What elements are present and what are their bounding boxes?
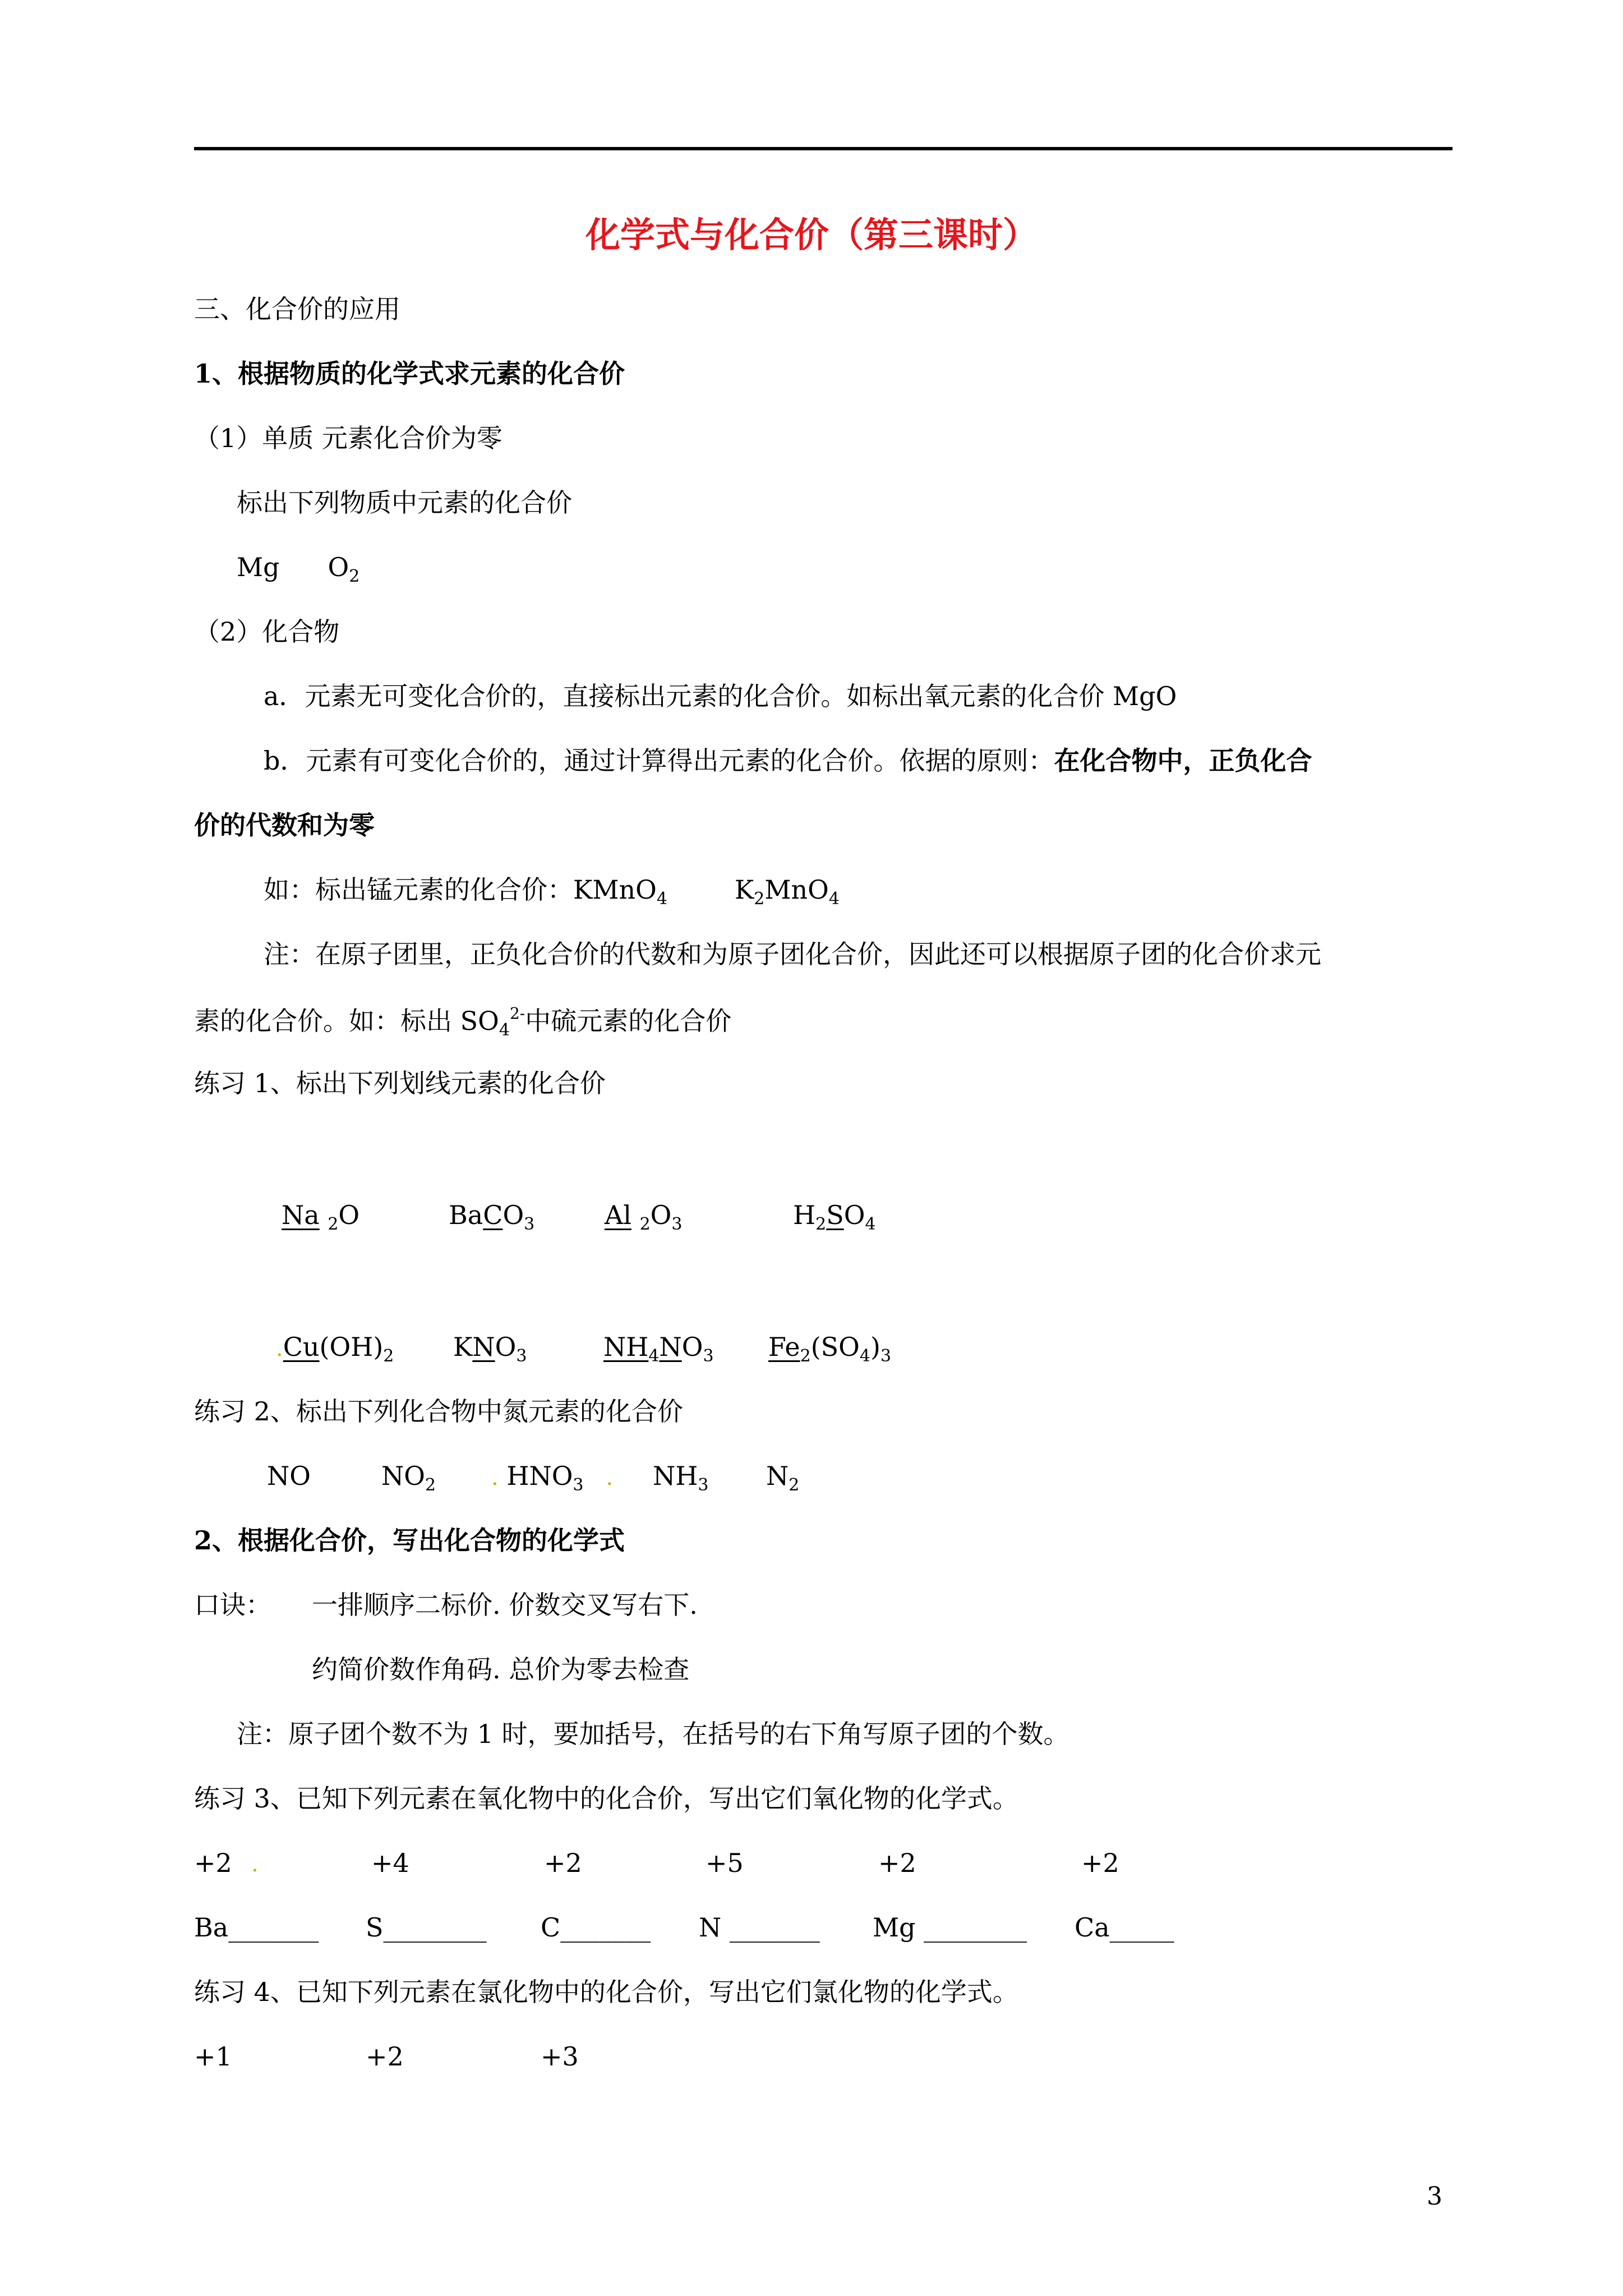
formula-kno3: $KNO_3$ <box>453 1332 527 1366</box>
practice3-blank-c[interactable]: C_______ <box>541 1912 651 1943</box>
formula-fe2so43: $Fe_2(SO_4)_3$ <box>768 1332 892 1366</box>
practice3-blank-s[interactable]: S________ <box>366 1912 487 1943</box>
item1-formulas <box>237 554 359 585</box>
practice3-blank-ca[interactable]: Ca_____ <box>1075 1912 1174 1943</box>
formula-kmno4: KMnO$_4$ <box>573 875 667 909</box>
stray-dot: . <box>491 1465 499 1490</box>
practice3-valence-4: +5 <box>706 1848 744 1878</box>
practice1-label: 练习 1、标出下列划线元素的化合价 <box>194 1068 606 1098</box>
practice3-blank-mg[interactable]: Mg ________ <box>873 1912 1027 1943</box>
part1-heading: 1、根据物质的化学式求元素的化合价 <box>194 358 625 389</box>
item2-b-continued: 价的代数和为零 <box>194 810 375 840</box>
practice2-label: 练习 2、标出下列化合物中氮元素的化合价 <box>194 1396 683 1427</box>
formula-al2o3: Al $_2O_3$ <box>605 1200 683 1234</box>
formula-o2: $O_2$ <box>328 552 360 586</box>
formula-k2mno4: $K_2MnO_4$ <box>734 875 840 909</box>
mnemonic-label: 口诀： <box>194 1590 271 1620</box>
formula-n2: $N_2$ <box>766 1461 800 1495</box>
practice4-label: 练习 4、已知下列元素在氯化物中的化合价，写出它们氯化物的化学式。 <box>194 1977 1018 2007</box>
example-line: 如：标出锰元素的化合价：KMnO$_4$ $K_2MnO_4$ <box>264 875 840 909</box>
practice3-valence-6: +2 <box>1081 1848 1119 1878</box>
stray-dot: . <box>251 1851 259 1877</box>
formula-no: NO <box>267 1461 311 1491</box>
formula-baco3: BaCO$_3$ <box>449 1200 535 1234</box>
note1-line1: 注：在原子团里，正负化合价的代数和为原子团化合价，因此还可以根据原子团的化合价求元 <box>264 939 1321 969</box>
practice3-label: 练习 3、已知下列元素在氧化物中的化合价，写出它们氧化物的化学式。 <box>194 1783 1018 1814</box>
item1-label: （1）单质 元素化合价为零 <box>194 423 502 453</box>
practice3-blank-ba[interactable]: Ba_______ <box>194 1912 319 1943</box>
formula-na2o: Na $_2$O <box>282 1200 360 1234</box>
practice3-valence-3: +2 <box>544 1848 582 1878</box>
formula-nh3: $NH_3$ <box>653 1461 709 1495</box>
part2-heading: 2、根据化合价，写出化合物的化学式 <box>194 1525 625 1556</box>
stray-dot: . <box>276 1336 283 1361</box>
note2: 注：原子团个数不为 1 时，要加括号，在括号的右下角写原子团的个数。 <box>237 1719 1069 1749</box>
formula-cuoh2: $.Cu(OH)_2$ <box>276 1332 394 1366</box>
practice4-valence-2: +2 <box>366 2041 404 2072</box>
mnemonic-line2: 约简价数作角码. 总价为零去检查 <box>312 1654 690 1685</box>
item1-instruction: 标出下列物质中元素的化合价 <box>237 487 572 518</box>
practice3-valence-2: +4 <box>371 1848 409 1878</box>
header-rule <box>194 147 1453 150</box>
item2-label: （2）化合物 <box>194 616 340 647</box>
page-title: 化学式与化合价（第三课时） <box>585 214 1038 255</box>
formula-h2so4: $H_2SO_4$ <box>793 1200 876 1234</box>
section-heading: 三、化合价的应用 <box>194 294 400 324</box>
practice3-blank-n[interactable]: N _______ <box>699 1912 820 1943</box>
page-number: 3 <box>1427 2182 1442 2211</box>
formula-nh4no3: $NH_4NO_3$ <box>603 1332 714 1366</box>
practice3-valence-5: +2 <box>878 1848 916 1878</box>
item2-b: b．元素有可变化合价的，通过计算得出元素的化合价。依据的原则：在化合物中，正负化合 <box>264 746 1312 776</box>
formula-no2: $NO_2$ <box>381 1461 436 1495</box>
item2-a: a．元素无可变化合价的，直接标出元素的化合价。如标出氧元素的化合价 MgO <box>264 681 1177 711</box>
stray-dot: . <box>606 1465 614 1490</box>
formula-hno3: . $HNO_3$ . <box>491 1461 614 1495</box>
practice4-valence-3: +3 <box>541 2041 579 2072</box>
practice4-valence-1: +1 <box>194 2041 232 2072</box>
mnemonic-line1: 一排顺序二标价. 价数交叉写右下. <box>312 1590 698 1620</box>
note1-line2: 素的化合价。如：标出 $SO_4^{2-}$中硫元素的化合价 <box>194 1004 732 1040</box>
practice3-valence-1: +2 <box>194 1848 232 1878</box>
formula-mg: Mg <box>237 552 280 582</box>
